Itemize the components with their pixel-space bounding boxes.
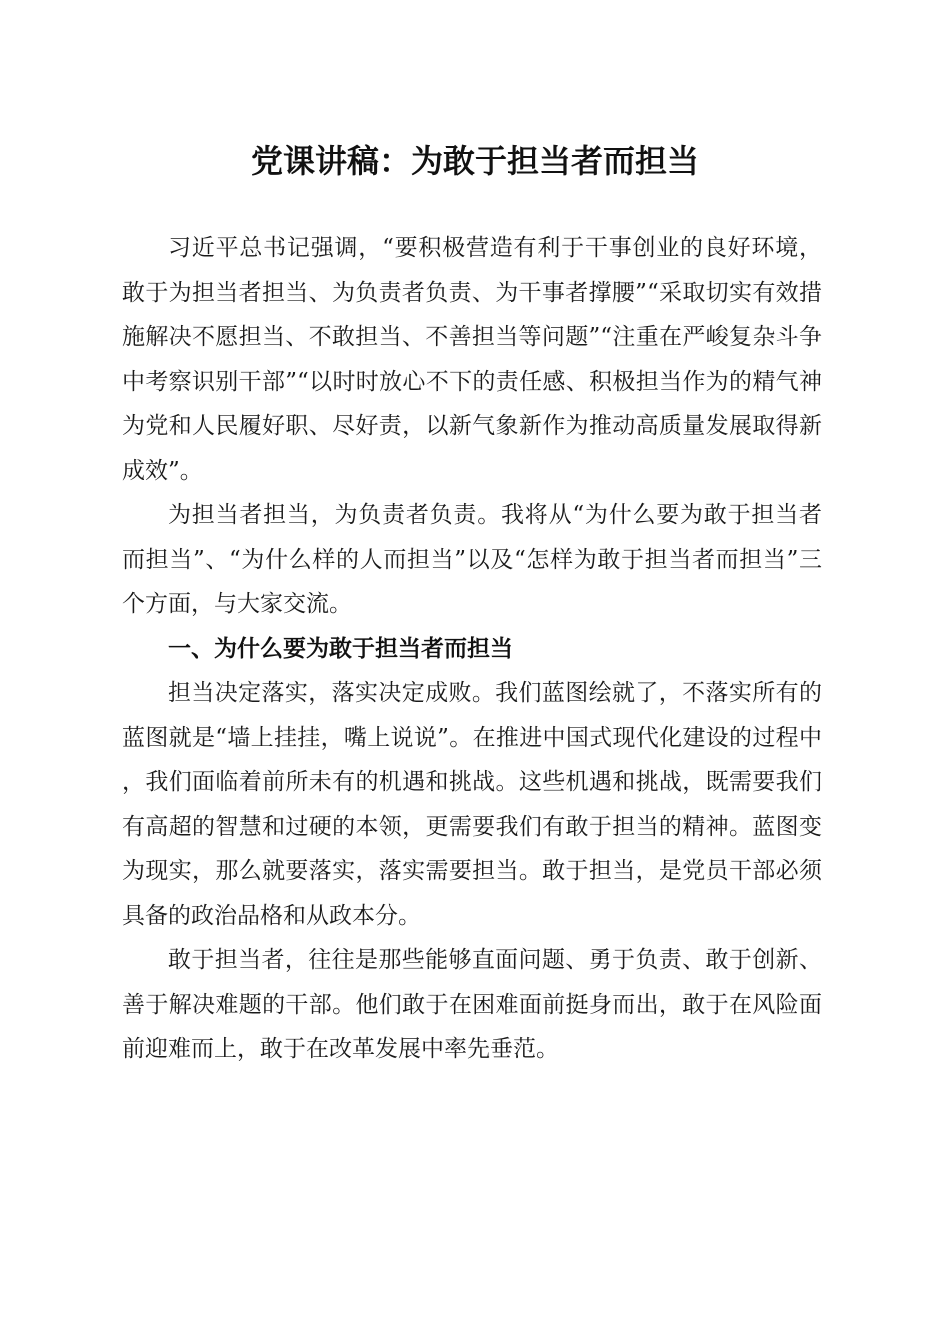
section-paragraph: 敢于担当者，往往是那些能够直面问题、勇于负责、敢于创新、善于解决难题的干部。他们敢于在困难面前挺身而出，敢于在风险面前迎难而上，敢于在改革发展中率先垂范。 (122, 947, 822, 1062)
intro-paragraph: 习近平总书记强调，“要积极营造有利于干事创业的良好环境，敢于为担当者担当、为负责者负责、为干事者撑腰”“采取切实有效措施解决不愿担当、不敢担当、不善担当等问题”“注重在严峻复杂斗争中考察识别干部”“以时时放心不下的责任感、积极担当作为的精气神为党和人民履好职、尽好责，以新气象新作为推动高质量发展取得新成效”。 (122, 235, 822, 484)
overview-paragraph: 为担当者担当，为负责者负责。我将从“为什么要为敢于担当者而担当”、“为什么样的人而担当”以及“怎样为敢于担当者而担当”三个方面，与大家交流。 (122, 502, 822, 617)
document-title: 党课讲稿：为敢于担当者而担当 (250, 142, 699, 180)
section-heading: 一、为什么要为敢于担当者而担当 (168, 635, 513, 662)
section-paragraph: 担当决定落实，落实决定成败。我们蓝图绘就了，不落实所有的蓝图就是“墙上挂挂，嘴上说说”。在推进中国式现代化建设的过程中，我们面临着前所未有的机遇和挑战。这些机遇和挑战，既需要我们有高超的智慧和过硬的本领，更需要我们有敢于担当的精神。蓝图变为现实，那么就要落实，落实需要担当。敢于担当，是党员干部必须具备的政治品格和从政本分。 (122, 680, 822, 929)
document-body (122, 226, 822, 1072)
